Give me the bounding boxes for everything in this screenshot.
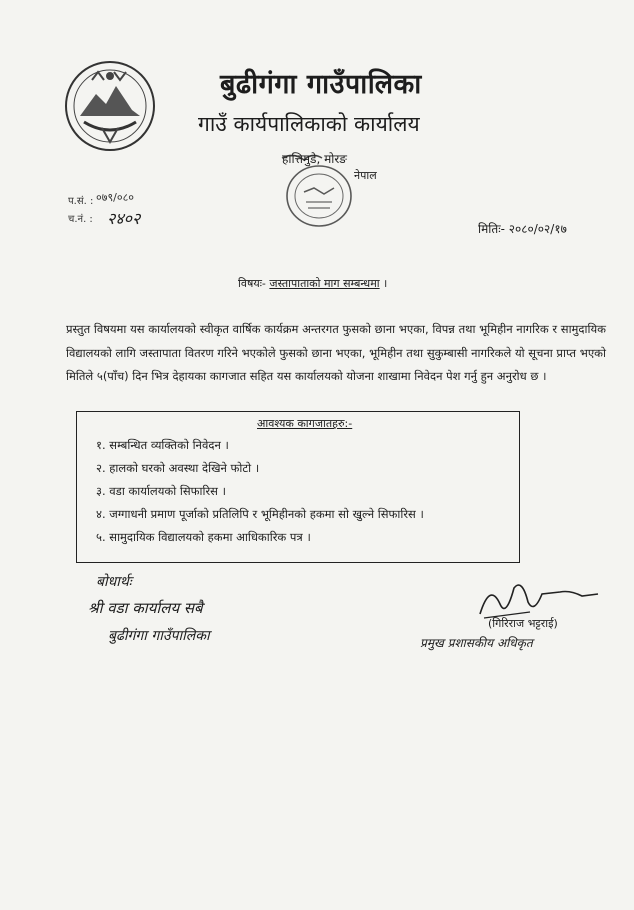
document-item: १. सम्बन्धित व्यक्तिको निवेदन । — [96, 438, 229, 452]
ps-label: प.सं. : — [68, 196, 94, 207]
office-subtitle: गाउँ कार्यपालिकाको कार्यालय — [198, 112, 420, 136]
cc-line-1: श्री वडा कार्यालय सबै — [88, 599, 203, 617]
document-item: ३. वडा कार्यालयको सिफारिस । — [96, 484, 226, 498]
subject-line — [238, 276, 387, 291]
cc-line-2: बुढीगंगा गाउँपालिका — [108, 628, 210, 644]
municipality-title: बुढीगंगा गाउँपालिका — [220, 69, 422, 100]
subject-text: जस्तापाताको माग सम्बन्धमा — [269, 277, 380, 290]
document-item: ४. जग्गाधनी प्रमाण पूर्जाको प्रतिलिपि र भूमिहीनको हकमा सो खुल्ने सिफारिस । — [96, 507, 424, 521]
letter-date: मितिः- २०८०/०२/१७ — [478, 222, 567, 236]
cn-label: च.नं. : — [68, 214, 93, 225]
address-line-2: नेपाल — [354, 169, 377, 182]
signatory-title: प्रमुख प्रशासकीय अधिकृत — [420, 636, 533, 650]
subject-end: । — [383, 277, 388, 290]
documents-heading: आवश्यक कागजातहरु:- — [257, 417, 353, 430]
nepal-emblem-logo — [62, 58, 158, 154]
address-line-1: हात्तिमुडे, मोरङ — [282, 152, 347, 166]
subject-label: विषयः- — [238, 277, 266, 290]
ps-value: ०७९/०८० — [96, 191, 135, 204]
cn-value: २४०२ — [107, 209, 141, 228]
required-documents-box — [76, 411, 520, 563]
body-paragraph: प्रस्तुत विषयमा यस कार्यालयको स्वीकृत वार्षिक कार्यक्रम अन्तरगत फुसको छाना भएका, विपन्न तथा भूमिहीन नागरिक र सामुदायिक विद्यालयको लागि जस्तापाता वितरण गरिने भएकोले फुसको छाना भएका, भूमिहीन तथा सुकुम्बासी नागरिकले यो सूचना प्राप्त भएको मितिले ५(पाँच) दिन भित्र देहायका कागजात सहित यस कार्यालयको योजना शाखामा निवेदन पेश गर्नु हुन अनुरोध छ । — [66, 322, 606, 383]
document-item: २. हालको घरको अवस्था देखिने फोटो । — [96, 461, 260, 475]
cc-label: बोधार्थः — [96, 574, 132, 590]
signatory-name: (गिरिराज भट्टराई) — [488, 617, 558, 630]
office-stamp — [274, 148, 364, 238]
document-item: ५. सामुदायिक विद्यालयको हकमा आधिकारिक पत्र । — [96, 530, 311, 544]
